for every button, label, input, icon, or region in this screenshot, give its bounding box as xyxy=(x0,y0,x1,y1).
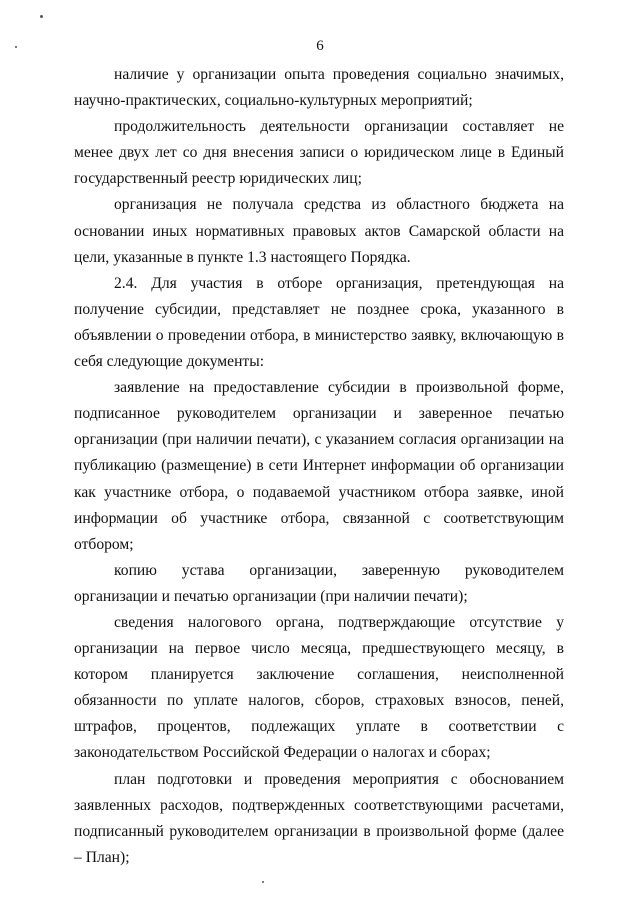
paragraph-subsidy-application: заявление на предоставление субсидии в произвольной форме, подписанное руководителем организации и заверенное печатью организации (при наличии печати), с указанием согласия организации на публикацию (размещение) в сети Интернет информации об организации как участнике отбора, о подаваемой участником отбора заявке, иной информации об участнике отбора, связанной с соответствующим отбором; xyxy=(74,379,564,553)
scan-speck xyxy=(40,15,43,18)
paragraph-charter-copy: копию устава организации, заверенную руководителем организации и печатью организации (при наличии печати); xyxy=(74,561,564,605)
paragraph-activity-duration: продолжительность деятельности организации составляет не менее двух лет со дня внесения записи о юридическом лице в Единый государственный реестр юридических лиц; xyxy=(74,118,564,188)
scan-speck xyxy=(262,881,264,883)
paragraph-no-regional-funds: организация не получала средства из областного бюджета на основании иных нормативных правовых актов Самарской области на цели, указанные в пункте 1.3 настоящего Порядка. xyxy=(74,196,564,266)
scan-speck xyxy=(15,46,17,48)
paragraph-experience-requirement: наличие у организации опыта проведения социально значимых, научно-практических, социально-культурных мероприятий; xyxy=(74,66,564,110)
paragraph-event-plan: план подготовки и проведения мероприятия с обоснованием заявленных расходов, подтвержденных соответствующими расчетами, подписанный руководителем организации в произвольной форме (далее – План); xyxy=(74,770,564,866)
page-number: 6 xyxy=(316,38,324,54)
document-body xyxy=(74,62,564,871)
paragraph-section-2-4: 2.4. Для участия в отборе организация, претендующая на получение субсидии, представляет не позднее срока, указанного в объявлении о проведении отбора, в министерство заявку, включающую в себя следующие документы: xyxy=(74,274,564,371)
paragraph-tax-authority-info: сведения налогового органа, подтверждающие отсутствие у организации на первое число месяца, предшествующего месяцу, в котором планируется заключение соглашения, неисполненной обязанности по уплате налогов, сборов, страховых взносов, пеней, штрафов, процентов, подлежащих уплате в соответствии с законодательством Российской Федерации о налогах и сборах; xyxy=(74,613,564,762)
